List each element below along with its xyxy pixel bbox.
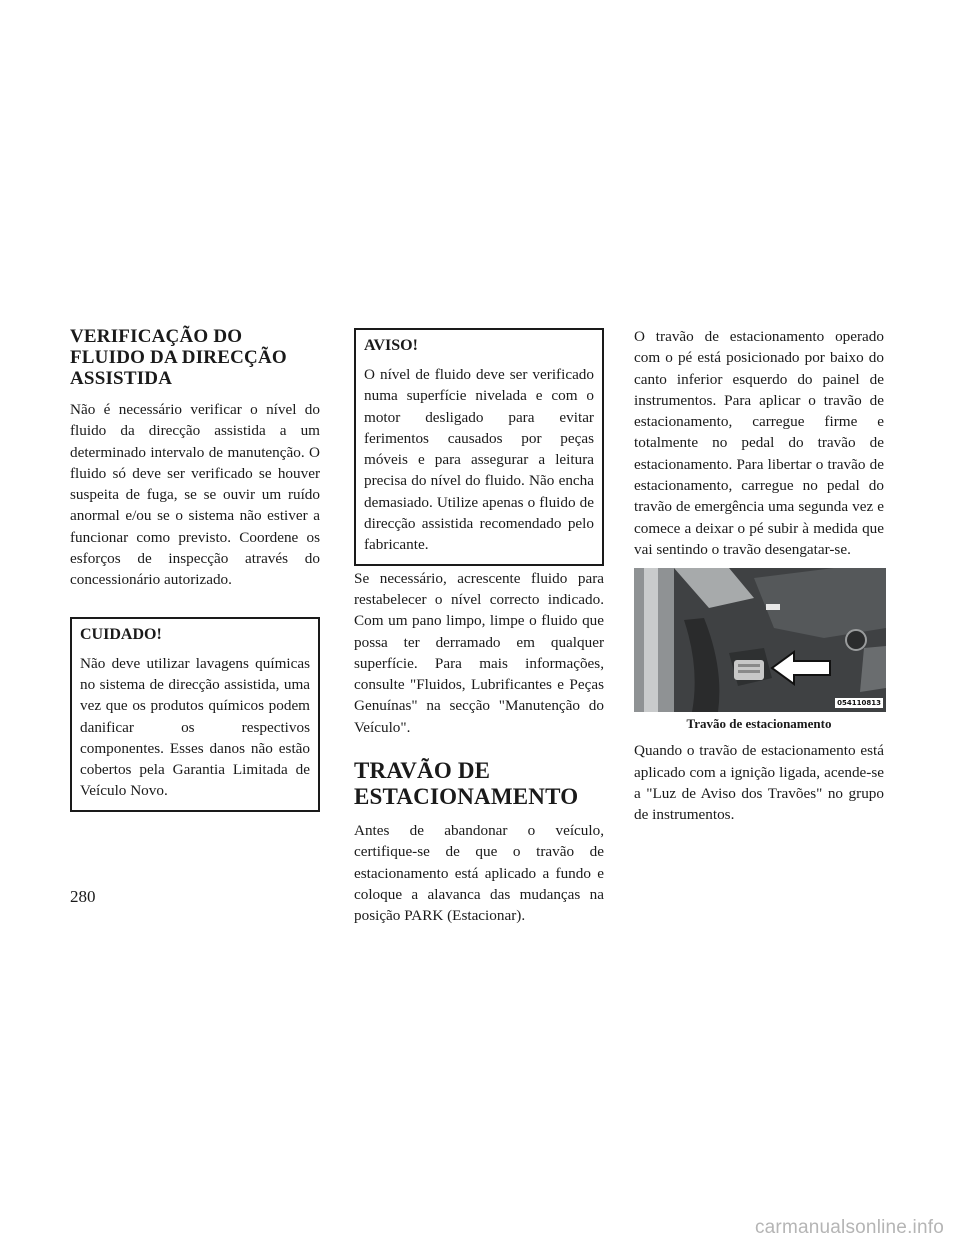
page-number: 280 bbox=[70, 887, 96, 906]
paragraph-power-steering: Não é necessário verificar o nível do fluido da direcção assistida a um determinado intervalo de manutenção. O fluido só deve ser verificado se houver suspeita de fuga, se se ouvir um ruído anormal e/ou se o sistema não estiver a funcionar como previsto. Coordene os esforços de inspecção através do concessionário autorizado. bbox=[70, 401, 320, 589]
figure-caption: Travão de estacionamento bbox=[686, 716, 832, 732]
parking-brake-photo bbox=[634, 568, 886, 712]
figure-code: 054110813 bbox=[837, 699, 881, 708]
column-middle bbox=[354, 326, 604, 927]
caution-box bbox=[70, 617, 320, 812]
warning-text: O nível de fluido deve ser verificado numa superfície nivelada e com o motor desligado para evitar ferimentos causados por peças móveis e para assegurar a leitura precisa do nível do fluido. Não encha demasiado. Utilize apenas o fluido de direcção assistida recomendado pelo fabricante. bbox=[364, 366, 594, 554]
paragraph-parking-brake-warning-light: Quando o travão de estacionamento está aplicado com a ignição ligada, acende-se a "Luz de Aviso dos Travões" no grupo de instrumentos. bbox=[634, 742, 884, 824]
caution-text: Não deve utilizar lavagens químicas no sistema de direcção assistida, uma vez que os produtos químicos podem danificar os respectivos componentes. Esses danos não estão cobertos pela Garantia Limitada de Veículo Novo. bbox=[80, 654, 310, 800]
paragraph-parking-brake-intro: Antes de abandonar o veículo, certifique-se de que o travão de estacionamento está aplicado a fundo e coloque a alavanca das mudanças na posição PARK (Estacionar). bbox=[354, 822, 604, 925]
warning-title: AVISO! bbox=[364, 337, 418, 354]
column-right bbox=[634, 326, 884, 825]
warning-box bbox=[354, 328, 604, 566]
column-left bbox=[70, 326, 320, 812]
heading-power-steering-fluid: VERIFICAÇÃO DO FLUIDO DA DIRECÇÃO ASSISTIDA bbox=[70, 326, 287, 389]
caution-title: CUIDADO! bbox=[80, 625, 162, 643]
parking-brake-illustration bbox=[634, 568, 886, 712]
watermark: carmanualsonline.info bbox=[754, 1217, 944, 1238]
paragraph-parking-brake-operation: O travão de estacionamento operado com o pé está posicionado por baixo do canto inferior esquerdo do painel de instrumentos. Para aplicar o travão de estacionamento, carregue firme e totalmente no pedal do travão de estacionamento. Para libertar o travão de estacionamento, carregue no pedal do travão de emergência uma segunda vez e comece a deixar o pé subir à medida que vai sentindo o travão desengatar-se. bbox=[634, 328, 884, 558]
heading-parking-brake: TRAVÃO DE ESTACIONAMENTO bbox=[354, 758, 579, 810]
paragraph-refill-fluid: Se necessário, acrescente fluido para restabelecer o nível correcto indicado. Com um pano limpo, limpe o fluido que possa ter derramado em qualquer superfície. Para mais informações, consulte "Fluidos, Lubrificantes e Peças Genuínas" na secção "Manutenção do Veículo". bbox=[354, 569, 604, 736]
